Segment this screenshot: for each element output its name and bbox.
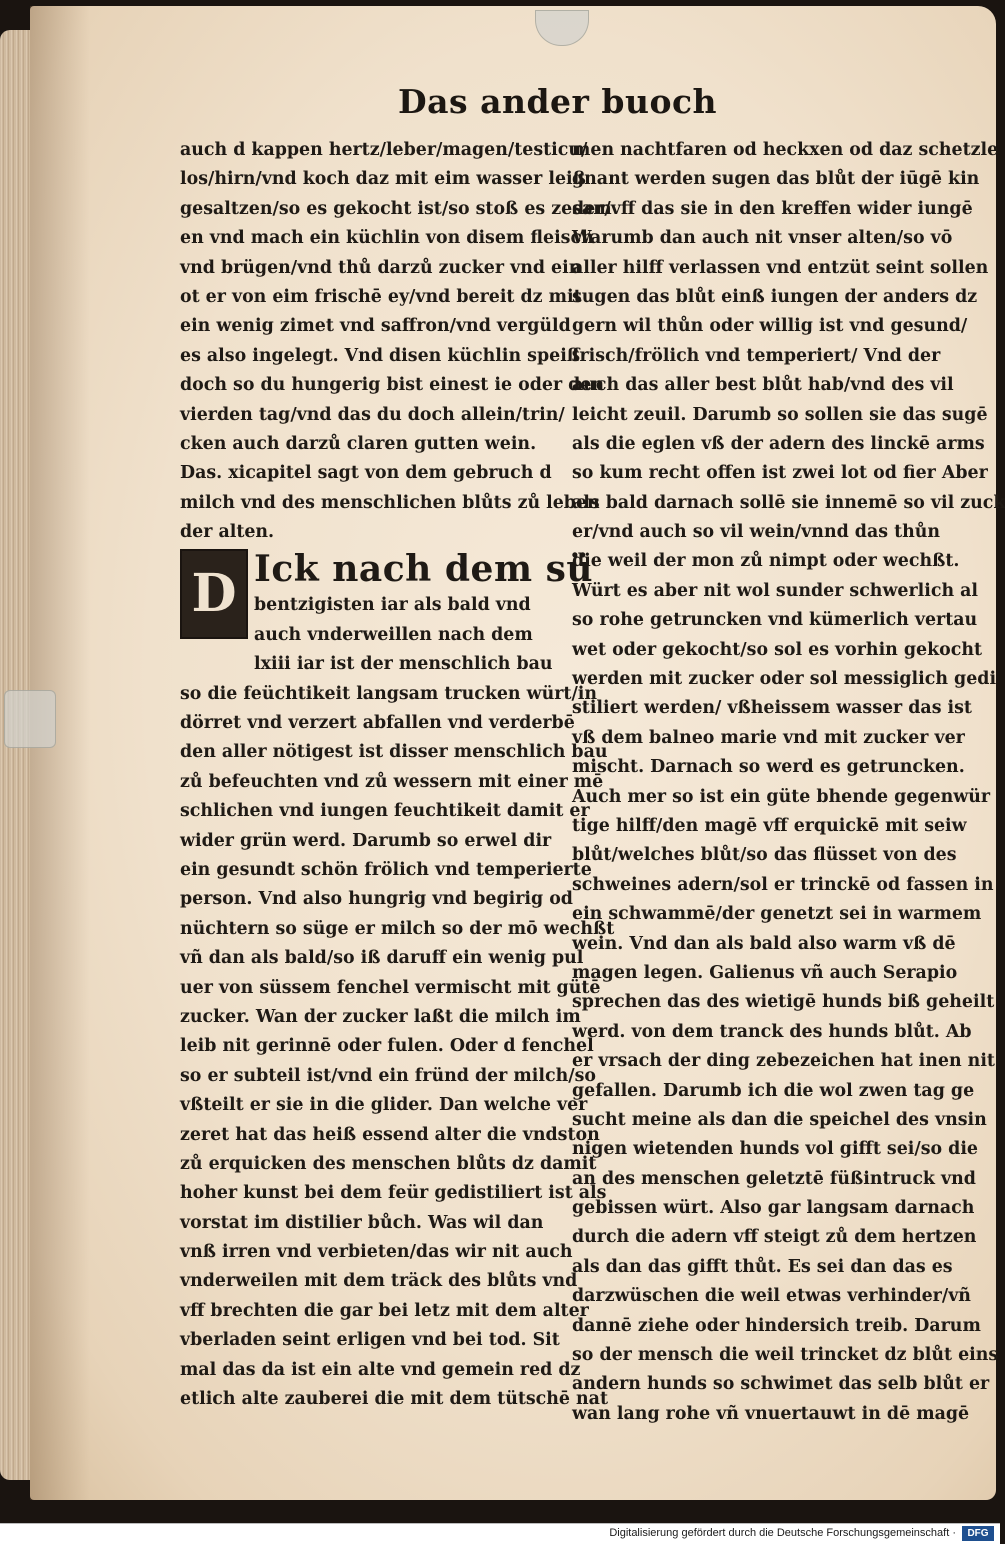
- text-line: nigen wietenden hunds vol gifft sei/so die: [572, 1139, 978, 1160]
- text-line: stiliert werden/ vßheissem wasser das ist: [572, 698, 972, 719]
- text-line: tige hilff/den magē vff erquickē mit seiw: [572, 815, 967, 836]
- text-line: vßteilt er sie in die glider. Dan welche ver: [180, 1095, 588, 1116]
- text-line: der alten.: [180, 522, 275, 543]
- text-line: vñ dan als bald/so iß daruff ein wenig pul: [180, 948, 584, 969]
- text-line: ein wenig zimet vnd saffron/vnd vergüld: [180, 316, 571, 337]
- text-line: wein. Vnd dan als bald also warm vß dē: [572, 933, 956, 954]
- text-line: werd. von dem tranck des hunds blůt. Ab: [572, 1021, 972, 1042]
- text-line: Würt es aber nit wol sunder schwerlich al: [572, 580, 979, 601]
- text-line: als die eglen vß der adern des linckē arms: [572, 433, 985, 454]
- text-line: lxiii iar ist der menschlich bau: [254, 654, 553, 675]
- text-line: blůt/welches blůt/so das flüsset von des: [572, 845, 957, 866]
- initial-adjacent-text: [254, 591, 555, 679]
- text-line: mischt. Darnach so werd es getruncken.: [572, 757, 965, 778]
- text-line: Auch mer so ist ein güte bhende gegenwür: [572, 786, 991, 807]
- right-column: [572, 136, 1005, 1429]
- text-line: gern wil thůn oder willig ist vnd gesund/: [572, 316, 968, 337]
- text-line: leib nit gerinnē oder fulen. Oder d fenchel: [180, 1036, 594, 1057]
- text-line: cken auch darzů claren gutten wein.: [180, 433, 537, 454]
- text-line: der/vff das sie in den kreffen wider iungē: [572, 198, 973, 219]
- text-line: so rohe getruncken vnd kümerlich vertau: [572, 610, 978, 631]
- text-line: schlichen vnd iungen feuchtikeit damit er: [180, 801, 590, 822]
- text-line: vberladen seint erligen vnd bei tod. Sit: [180, 1330, 560, 1351]
- text-line: ot er von eim frischē ey/vnd bereit dz mit: [180, 286, 582, 307]
- text-line: los/hirn/vnd koch daz mit eim wasser leiß: [180, 169, 586, 190]
- text-line: Warumb dan auch nit vnser alten/so vō: [572, 228, 953, 249]
- text-line: er vrsach der ding zebezeichen hat inen nit: [572, 1051, 995, 1072]
- footer-credit: Digitalisierung gefördert durch die Deutsche Forschungsgemeinschaft ·: [609, 1527, 956, 1539]
- digitization-footer: [0, 1523, 1000, 1544]
- text-line: zeret hat das heiß essend alter die vndston: [180, 1124, 600, 1145]
- text-line: werden mit zucker oder sol messiglich gedi: [572, 669, 997, 690]
- text-line: en vnd mach ein küchlin von disem fleisch: [180, 228, 594, 249]
- text-line: den aller nötigest ist disser menschlich bau: [180, 742, 608, 763]
- text-line: er/vnd auch so vil wein/vnnd das thůn: [572, 522, 941, 543]
- text-line: als bald darnach sollē sie innemē so vil zuck: [572, 492, 1005, 513]
- text-line: doch so du hungerig bist einest ie oder den: [180, 375, 605, 396]
- text-line: mal das da ist ein alte vnd gemein red dz: [180, 1359, 581, 1380]
- gutter-shadow: [30, 6, 90, 1500]
- text-line: milch vnd des menschlichen blůts zů leben: [180, 492, 600, 513]
- right-column-text: [572, 136, 1005, 1429]
- text-line: schweines adern/sol er trinckē od fassen in: [572, 874, 994, 895]
- text-line: bentzigisten iar als bald vnd: [254, 595, 531, 616]
- text-line: Das. xicapitel sagt von dem gebruch d: [180, 463, 552, 484]
- text-line: durch die adern vff steigt zů dem hertzen: [572, 1227, 977, 1248]
- chapter-opening: [180, 547, 594, 679]
- text-line: gefallen. Darumb ich die wol zwen tag ge: [572, 1080, 975, 1101]
- text-line: men nachtfaren od heckxen od daz schetzle: [572, 140, 999, 160]
- text-line: zů erquicken des menschen blůts dz damit: [180, 1153, 597, 1174]
- text-line: wider grün werd. Darumb so erwel dir: [180, 830, 552, 851]
- initial-letter: D: [191, 563, 237, 625]
- text-line: vierden tag/vnd das du doch allein/trin/: [180, 404, 565, 425]
- text-line: gebissen würt. Also gar langsam darnach: [572, 1198, 975, 1219]
- left-column-body-text: [180, 680, 615, 1415]
- text-line: wan lang rohe vñ vnuertauwt in dē magē: [572, 1403, 970, 1424]
- text-line: so kum recht offen ist zwei lot od fier Aber: [572, 463, 988, 484]
- decorated-initial-icon: [180, 549, 248, 639]
- running-head: Das ander buoch: [398, 82, 718, 121]
- text-line: gesaltzen/so es gekocht ist/so stoß es zesam: [180, 198, 612, 219]
- text-line: hoher kunst bei dem feür gedistiliert ist als: [180, 1183, 607, 1204]
- text-line: wet oder gekocht/so sol es vorhin gekocht: [572, 639, 983, 660]
- text-line: aller hilff verlassen vnd entzüt seint sollen: [572, 257, 989, 278]
- text-line: vorstat im distilier bůch. Was wil dan: [180, 1212, 544, 1233]
- text-line: sprechen das des wietigē hunds biß geheilt: [572, 992, 995, 1013]
- text-line: ein gesundt schön frölich vnd temperierte: [180, 859, 592, 880]
- text-line: so er subteil ist/vnd ein fründ der milch/so: [180, 1065, 596, 1086]
- text-line: auch d kappen hertz/leber/magen/testicu/: [180, 140, 588, 160]
- text-line: dannē ziehe oder hindersich treib. Darum: [572, 1315, 981, 1336]
- text-line: sucht meine als dan die speichel des vnsin: [572, 1109, 987, 1130]
- text-line: nüchtern so süge er milch so der mō wechßt: [180, 918, 615, 939]
- text-line: auch vnderweillen nach dem: [254, 624, 533, 645]
- text-line: ein schwammē/der genetzt sei in warmem: [572, 904, 982, 925]
- text-line: darzwüschen die weil etwas verhinder/vñ: [572, 1286, 971, 1307]
- text-line: vff brechten die gar bei letz mit dem alter: [180, 1300, 589, 1321]
- text-line: uer von süssem fenchel vermischt mit gütē: [180, 977, 601, 998]
- text-line: person. Vnd also hungrig vnd begirig od: [180, 889, 573, 910]
- text-line: vnß irren vnd verbieten/das wir nit auch: [180, 1242, 573, 1263]
- text-line: vß dem balneo marie vnd mit zucker ver: [572, 727, 965, 748]
- text-line: an des menschen geletztē füßintruck vnd: [572, 1168, 976, 1189]
- left-column: [180, 136, 615, 1414]
- text-line: es also ingelegt. Vnd disen küchlin speiß: [180, 345, 581, 366]
- text-line: auch das aller best blůt hab/vnd des vil: [572, 375, 954, 396]
- dfg-logo[interactable]: DFG: [962, 1526, 994, 1541]
- text-line: so die feüchtikeit langsam trucken würt/in: [180, 683, 598, 704]
- text-line: frisch/frölich vnd temperiert/ Vnd der: [572, 345, 941, 366]
- text-line: gnant werden sugen das blůt der iūgē kin: [572, 169, 980, 190]
- chapter-opening-line: Ick nach dem sü: [254, 548, 594, 591]
- text-line: magen legen. Galienus vñ auch Serapio: [572, 962, 958, 983]
- left-column-top-text: [180, 136, 612, 547]
- text-line: zucker. Wan der zucker laßt die milch im: [180, 1006, 581, 1027]
- text-line: vnd brügen/vnd thů darzů zucker vnd ein: [180, 257, 582, 278]
- page-clip-left: [4, 690, 56, 748]
- text-line: als dan das gifft thůt. Es sei dan das es: [572, 1256, 953, 1277]
- text-line: dörret vnd verzert abfallen vnd verderbē: [180, 713, 575, 734]
- text-line: sugen das blůt einß iungen der anders dz: [572, 286, 978, 307]
- text-line: andern hunds so schwimet das selb blůt er: [572, 1374, 990, 1395]
- text-line: etlich alte zauberei die mit dem tütschē nat: [180, 1389, 608, 1410]
- text-line: leicht zeuil. Darumb so sollen sie das sugē: [572, 404, 988, 425]
- text-line: die weil der mon zů nimpt oder wechßt.: [572, 551, 960, 572]
- text-line: vnderweilen mit dem träck des blůts vnd: [180, 1271, 578, 1292]
- text-line: so der mensch die weil trincket dz blůt eins: [572, 1345, 999, 1366]
- text-line: zů befeuchten vnd zů wessern mit einer mē: [180, 771, 604, 792]
